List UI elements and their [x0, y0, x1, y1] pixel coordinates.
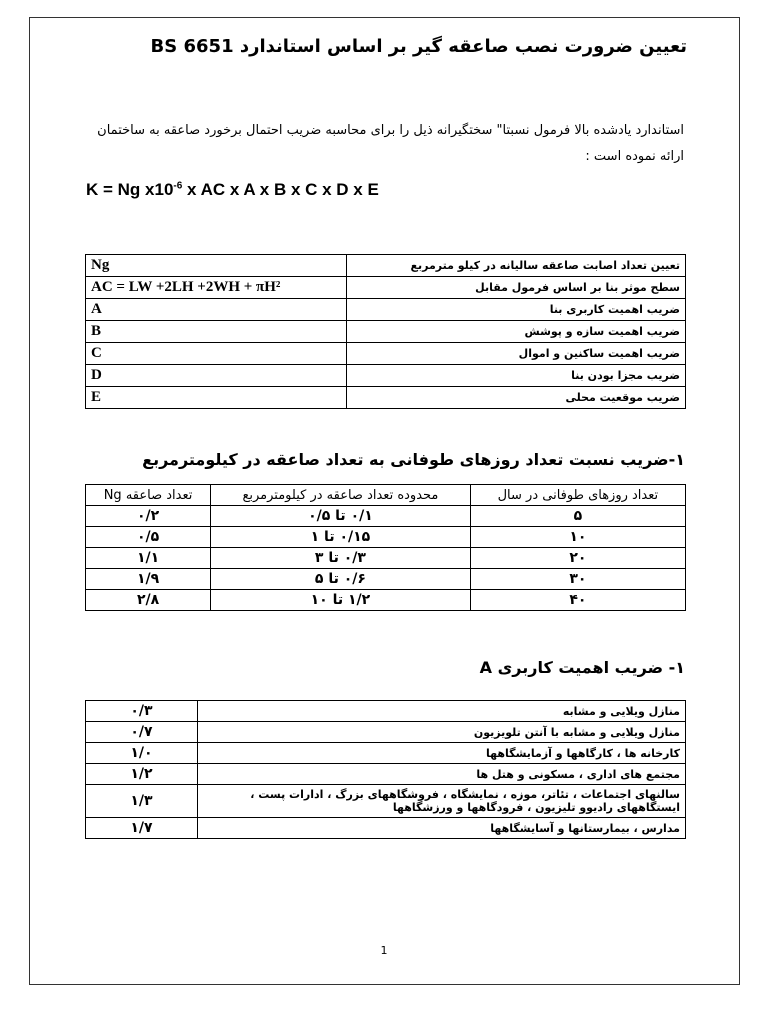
- description-cell: ضریب اهمیت ساکنین و اموال: [347, 343, 686, 365]
- description-cell: ضریب اهمیت سازه و پوشش: [347, 321, 686, 343]
- table-row: [86, 701, 686, 722]
- symbol-cell: Ng: [86, 255, 347, 277]
- usage-label: منازل ویلایی و مشابه با آنتن تلویزیون: [198, 722, 686, 743]
- usage-label: سالنهای اجتماعات ، تئاتر، موزه ، نمایشگاه ، فروشگاههای بزرگ ، ادارات پست ، ایستگاههای رادیوو تلیزیون ، فرودگاهها و ورزشگاهها: [198, 785, 686, 818]
- table-row: [86, 785, 686, 818]
- table-cell: ۴۰: [470, 590, 685, 611]
- usage-value: ۱/۰: [86, 743, 198, 764]
- usage-value: ۱/۲: [86, 764, 198, 785]
- table-cell: ۲/۸: [86, 590, 211, 611]
- symbol-cell: AC = LW +2LH +2WH + πH²: [86, 277, 347, 299]
- table-row: [86, 255, 686, 277]
- column-header: محدوده تعداد صاعقه در کیلومترمربع: [211, 485, 471, 506]
- usage-label: مجتمع های اداری ، مسکونی و هتل ها: [198, 764, 686, 785]
- storm-days-table: [85, 484, 686, 611]
- table-row: [86, 764, 686, 785]
- table-row: [86, 590, 686, 611]
- description-cell: سطح موثر بنا بر اساس فرمول مقابل: [347, 277, 686, 299]
- usage-label: منازل ویلایی و مشابه: [198, 701, 686, 722]
- table-header-row: [86, 485, 686, 506]
- table-row: [86, 506, 686, 527]
- description-cell: تعیین تعداد اصابت صاعقه سالیانه در کیلو مترمربع: [347, 255, 686, 277]
- table-row: [86, 343, 686, 365]
- table-row: [86, 743, 686, 764]
- table-cell: ۳۰: [470, 569, 685, 590]
- table-row: [86, 548, 686, 569]
- symbol-cell: D: [86, 365, 347, 387]
- usage-value: ۱/۷: [86, 818, 198, 839]
- formula-exponent: -6: [173, 180, 183, 192]
- symbol-cell: C: [86, 343, 347, 365]
- column-header: تعداد روزهای طوفانی در سال: [470, 485, 685, 506]
- document-title: تعیین ضرورت نصب صاعقه گیر بر اساس استاندارد BS 6651: [150, 36, 687, 57]
- formula-suffix: x AC x A x B x C x D x E: [182, 180, 379, 199]
- formula-prefix: K = Ng x10: [86, 180, 174, 199]
- table-row: [86, 527, 686, 548]
- section2-heading: ۱- ضریب اهمیت کاربری A: [479, 658, 685, 677]
- table-row: [86, 818, 686, 839]
- table-cell: ۲۰: [470, 548, 685, 569]
- column-header: تعداد صاعقه Ng: [86, 485, 211, 506]
- table-cell: ۰/۵: [86, 527, 211, 548]
- table-cell: ۱/۲ تا ۱۰: [211, 590, 471, 611]
- table-row: [86, 387, 686, 409]
- usage-value: ۱/۳: [86, 785, 198, 818]
- usage-label: کارخانه ها ، کارگاهها و آزمایشگاهها: [198, 743, 686, 764]
- table-cell: ۱۰: [470, 527, 685, 548]
- description-cell: ضریب اهمیت کاربری بنا: [347, 299, 686, 321]
- table-row: [86, 722, 686, 743]
- table-row: [86, 569, 686, 590]
- definitions-table: [85, 254, 686, 409]
- table-row: [86, 365, 686, 387]
- formula: [86, 180, 379, 200]
- symbol-cell: E: [86, 387, 347, 409]
- usage-label: مدارس ، بیمارستانها و آسایشگاهها: [198, 818, 686, 839]
- table-cell: ۰/۱۵ تا ۱: [211, 527, 471, 548]
- table-cell: ۰/۳ تا ۳: [211, 548, 471, 569]
- usage-value: ۰/۳: [86, 701, 198, 722]
- description-cell: ضریب مجزا بودن بنا: [347, 365, 686, 387]
- table-cell: ۰/۶ تا ۵: [211, 569, 471, 590]
- table-cell: ۵: [470, 506, 685, 527]
- table-cell: ۱/۱: [86, 548, 211, 569]
- table-row: [86, 277, 686, 299]
- table-row: [86, 321, 686, 343]
- description-cell: ضریب موقعیت محلی: [347, 387, 686, 409]
- usage-importance-table: [85, 700, 686, 839]
- symbol-cell: B: [86, 321, 347, 343]
- table-cell: ۰/۲: [86, 506, 211, 527]
- intro-paragraph: استاندارد یادشده بالا فرمول نسبتا" سختگیرانه ذیل را برای محاسبه ضریب احتمال برخورد صاعقه به ساختمان ارائه نموده است :: [97, 123, 684, 164]
- page-number: 1: [380, 944, 388, 957]
- table-cell: ۱/۹: [86, 569, 211, 590]
- table-row: [86, 299, 686, 321]
- usage-value: ۰/۷: [86, 722, 198, 743]
- table-cell: ۰/۱ تا ۰/۵: [211, 506, 471, 527]
- section1-heading: ۱-ضریب نسبت تعداد روزهای طوفانی به تعداد صاعقه در کیلومترمربع: [142, 450, 685, 469]
- symbol-cell: A: [86, 299, 347, 321]
